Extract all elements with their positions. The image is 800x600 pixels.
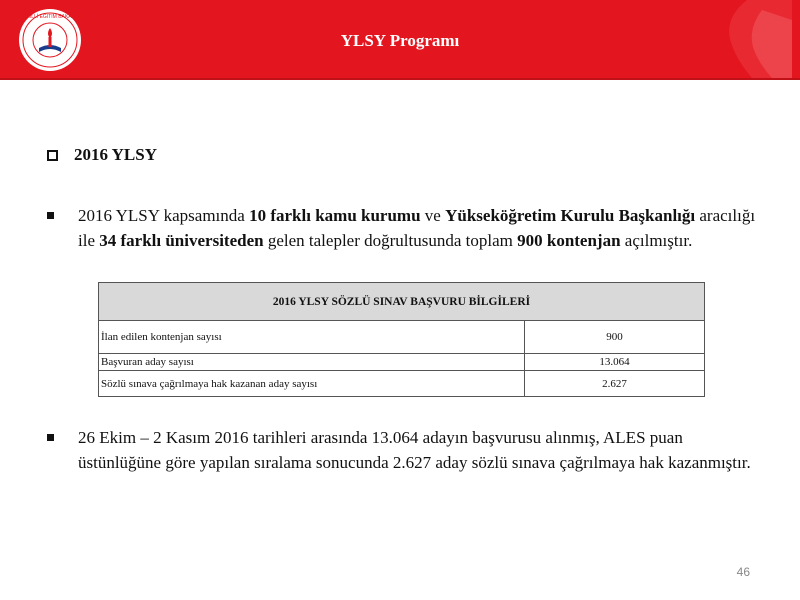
header-underline xyxy=(0,78,800,80)
bullet-title xyxy=(47,145,157,165)
page-title: YLSY Programı xyxy=(340,31,460,50)
row-value: 2.627 xyxy=(525,371,705,397)
logo-text: T.C. MİLLİ EĞİTİM BAKANLIĞI xyxy=(15,14,85,20)
row-value: 13.064 xyxy=(525,354,705,371)
row-label: Başvuran aday sayısı xyxy=(99,354,525,371)
table-row xyxy=(99,354,705,371)
table-row xyxy=(99,371,705,397)
bullet-paragraph-1 xyxy=(47,203,768,253)
paragraph-text: 26 Ekim – 2 Kasım 2016 tarihleri arasında 13.064 adayın başvurusu alınmış, ALES puan üstünlüğüne göre yapılan sıralama sonucunda 2.627 aday sözlü sınava çağrılmaya hak kazanmıştır. xyxy=(78,428,751,472)
row-label: Sözlü sınava çağrılmaya hak kazanan aday sayısı xyxy=(99,371,525,397)
checkbox-bullet-icon xyxy=(47,150,58,161)
square-bullet-icon xyxy=(47,434,54,441)
header-bar xyxy=(0,0,800,78)
table-title: 2016 YLSY SÖZLÜ SINAV BAŞVURU BİLGİLERİ xyxy=(99,283,705,321)
row-label: İlan edilen kontenjan sayısı xyxy=(99,321,525,354)
page-number: 46 xyxy=(736,565,750,579)
paragraph-text: 2016 YLSY kapsamında 10 farklı kamu kurumu ve Yükseköğretim Kurulu Başkanlığı aracılığı ile 34 farklı üniversiteden gelen talepler doğrultusunda toplam 900 kontenjan açılmıştır. xyxy=(78,206,756,250)
table-row xyxy=(99,321,705,354)
row-value: 900 xyxy=(525,321,705,354)
application-info-table xyxy=(98,282,705,397)
bullet-paragraph-2 xyxy=(47,425,768,475)
bullet-title-text: 2016 YLSY xyxy=(74,145,157,164)
flame-watermark-icon xyxy=(692,0,792,78)
square-bullet-icon xyxy=(47,212,54,219)
